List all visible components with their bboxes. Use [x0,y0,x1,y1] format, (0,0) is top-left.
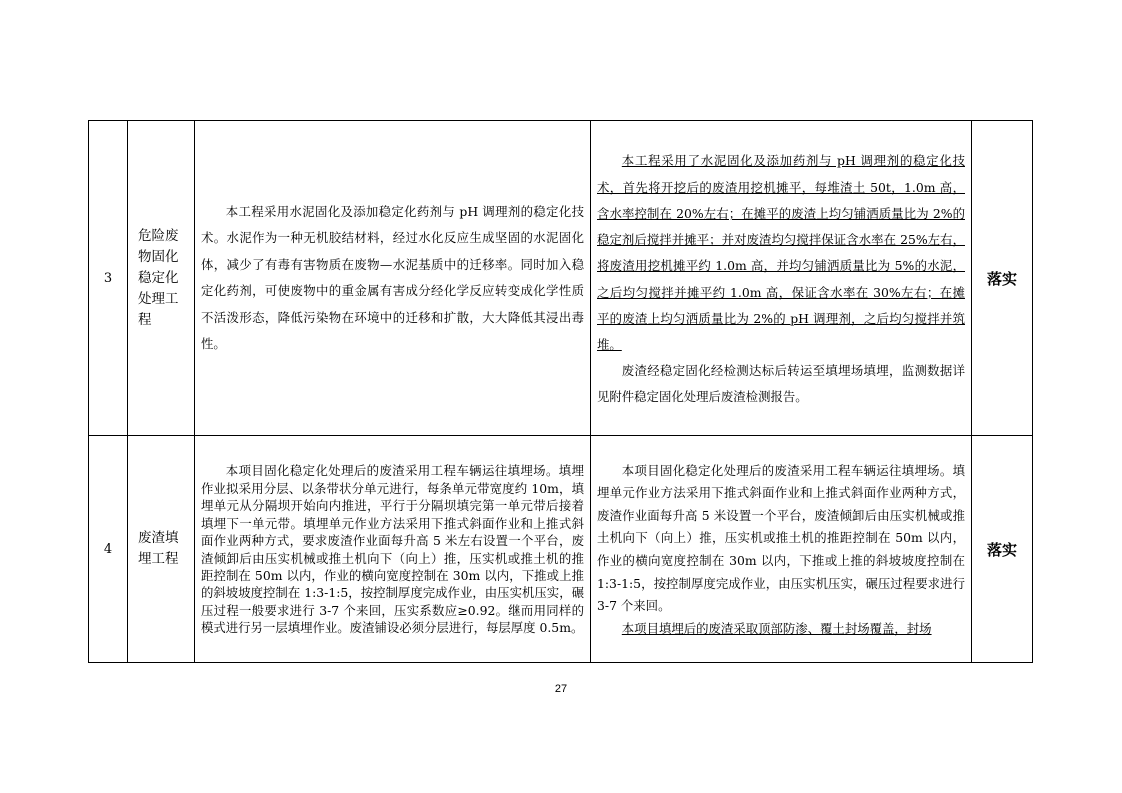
project-name: 废渣填埋工程 [138,530,179,567]
implementation-cell [591,436,972,663]
project-name-cell [128,436,195,663]
table-row [89,436,1033,663]
row-number: 4 [89,436,128,663]
implementation-text: 废渣经稳定固化经检测达标后转运至填埋场填埋，监测数据详见附件稳定固化处理后废渣检测报告。 [597,363,965,405]
requirement-text: 本项目固化稳定化处理后的废渣采用工程车辆运往填埋场。填埋作业拟采用分层、以条带状分单元进行，每条单元带宽度约 10m，填埋单元从分隔坝开始向内推进，平行于分隔坝填完第一单元带后接着填埋下一单元带。填埋单元作业方法采用下推式斜面作业和上推式斜面作业两种方式，要求废渣作业面每升高 5 米左右设置一个平台，废渣倾卸后由压实机械或推土机向下（向上）推，压实机或推土机的推距控制在 50m 以内，作业的横向宽度控制在 30m 以内，下推或上推的斜坡坡度控制在 1:3-1:5，按控制厚度完成作业，由压实机压实，碾压过程一般要求进行 3-7 个来回，压实系数应≥0.92。继而用同样的模式进行另一层填埋作业。废渣铺设必须分层进行，每层厚度 0.5m。 [201,463,584,636]
project-name: 危险废物固化稳定化处理工程 [138,227,179,328]
requirement-cell [195,436,591,663]
implementation-cell [591,121,972,436]
status-cell: 落实 [972,436,1033,663]
page-number: 27 [554,683,568,695]
row-number: 3 [89,121,128,436]
requirement-cell [195,121,591,436]
implementation-text: 本工程采用了水泥固化及添加药剂与 pH 调理剂的稳定化技术，首先将开挖后的废渣用挖机摊平，每堆渣土 50t，1.0m 高，含水率控制在 20%左右；在摊平的废渣上均匀铺洒质量比为 2%的稳定剂后搅拌并摊平；并对废渣均匀搅拌保证含水率在 25%左右，将废渣用挖机摊平约 1.0m 高，并均匀铺洒质量比为 5%的水泥，之后均匀搅拌并摊平约 1.0m 高，保证含水率在 30%左右；在摊平的废渣上均匀洒质量比为 2%的 pH 调理剂，之后均匀搅拌并筑堆。 [597,153,965,352]
status-cell: 落实 [972,121,1033,436]
requirement-text: 本工程采用水泥固化及添加稳定化药剂与 pH 调理剂的稳定化技术。水泥作为一种无机胶结材料，经过水化反应生成坚固的水泥固化体，减少了有毒有害物质在废物—水泥基质中的迁移率。同时加入稳定化药剂，可使废物中的重金属有害成分经化学反应转变成化学性质不活泼形态，降低污染物在环境中的迁移和扩散，大大降低其浸出毒性。 [201,203,584,351]
implementation-text: 本项目填埋后的废渣采取顶部防渗、覆土封场覆盖，封场 [621,620,932,636]
measures-table [88,120,1033,663]
table-row [89,121,1033,436]
project-name-cell [128,121,195,436]
implementation-text: 本项目固化稳定化处理后的废渣采用工程车辆运往填埋场。填埋单元作业方法采用下推式斜面作业和上推式斜面作业两种方式，废渣作业面每升高 5 米设置一个平台，废渣倾卸后由压实机械或推土机向下（向上）推，压实机或推土机的推距控制在 50m 以内，作业的横向宽度控制在 30m 以内，下推或上推的斜坡坡度控制在 1:3-1:5，按控制厚度完成作业，由压实机压实，碾压过程要求进行 3-7 个来回。 [597,462,965,614]
